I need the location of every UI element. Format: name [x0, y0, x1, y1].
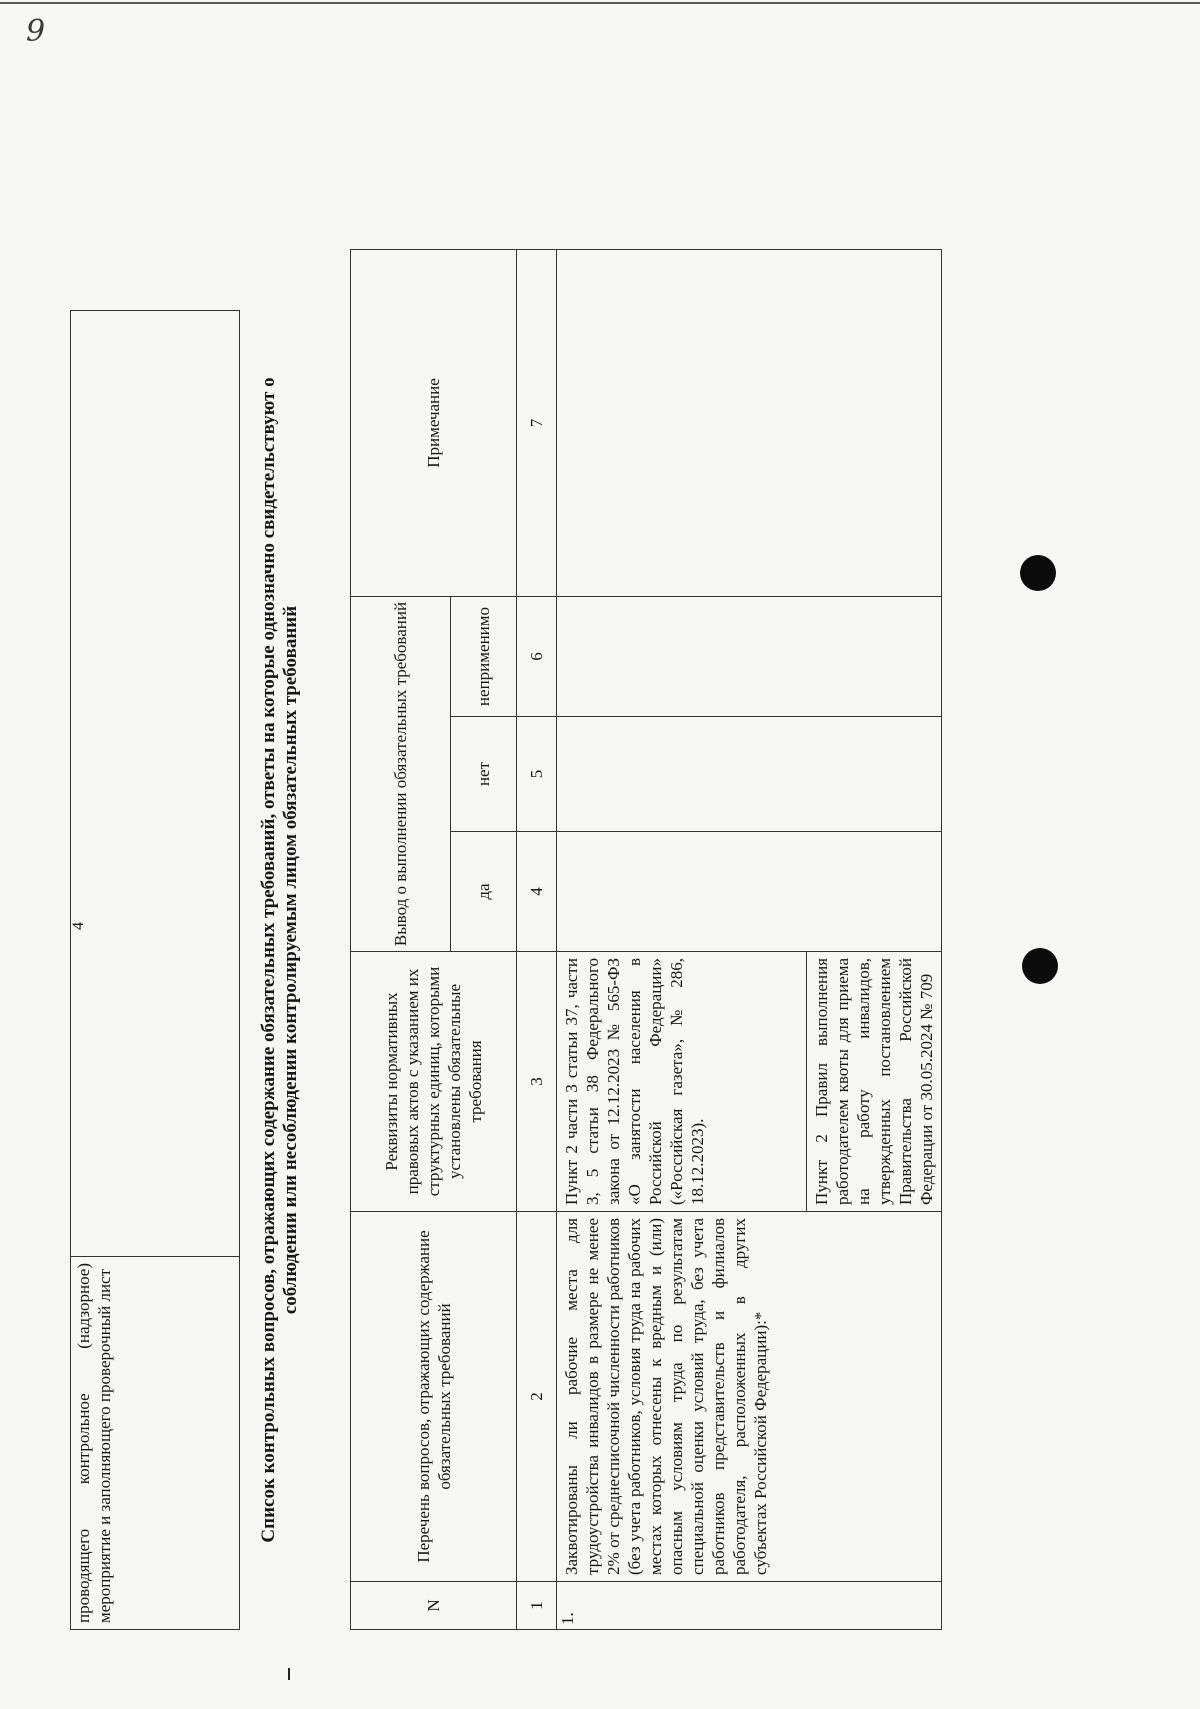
answer-na-cell[interactable]: [557, 597, 942, 717]
header-questions: Перечень вопросов, отражающих содержание обязательных требований: [351, 1212, 517, 1582]
column-number: 7: [517, 250, 557, 597]
checklist-heading: Список контрольных вопросов, отражающих содержание обязательных требований, ответы на которые однозначно свидетельствуют о соблюдении или несоблюдении контролируемым лицом обязательных требований: [258, 377, 301, 1543]
column-number: 6: [517, 597, 557, 717]
table-row: [557, 250, 807, 1630]
inspector-header-table: [70, 310, 240, 1630]
question-text: Заквотированы ли рабочие места для трудоустройства инвалидов в размере не менее 2% от среднесписочной численности работников (без учета работников, условия труда на рабочих местах которых отнесены к вредным и (или) опасным условиям труда по результатам специальной оценки условий труда, без учета работников представительств и филиалов работодателя, расположенных в других субъектах Российской Федерации):*: [557, 1212, 942, 1582]
inspector-label: проводящего контрольное (надзорное) мероприятие и заполняющего проверочный лист: [71, 1257, 240, 1630]
handwritten-page-mark: 9: [26, 14, 46, 49]
requisite-law: Пункт 2 части 3 статьи 37, части 3, 5 статьи 38 Федерального закона от 12.12.2023 № 565-ФЗ «О занятости населения в Российской Федерации» («Российская газета», № 286, 18.12.2023).: [557, 952, 807, 1212]
answer-no-cell[interactable]: [557, 717, 942, 832]
answer-yes-cell[interactable]: [557, 832, 942, 952]
note-cell[interactable]: [557, 250, 942, 597]
header-yes: да: [451, 832, 517, 952]
row-number: 1.: [557, 1582, 942, 1630]
scan-mark: [288, 1668, 290, 1680]
header-n: N: [351, 1582, 517, 1630]
column-number: 5: [517, 717, 557, 832]
punch-hole-bottom: [1022, 948, 1058, 984]
column-number: 4: [517, 832, 557, 952]
punch-hole-top: [1020, 555, 1056, 591]
header-requisites: Реквизиты нормативных правовых актов с указанием их структурных единиц, которыми установлены обязательные требования: [351, 952, 517, 1212]
header-conclusion: Вывод о выполнении обязательных требований: [351, 597, 451, 952]
header-note: Примечание: [351, 250, 517, 597]
rotated-document-page: [70, 250, 936, 1630]
column-number: 3: [517, 952, 557, 1212]
page-number: 4: [70, 922, 87, 930]
header-na: неприменимо: [451, 597, 517, 717]
scan-edge-line: [0, 2, 1200, 4]
header-no: нет: [451, 717, 517, 832]
column-number: 1: [517, 1582, 557, 1630]
checklist-table: [350, 249, 942, 1630]
inspector-value-cell: [71, 311, 240, 1257]
column-number: 2: [517, 1212, 557, 1582]
requisite-rules: Пункт 2 Правил выполнения работодателем квоты для приема на работу инвалидов, утвержденных постановлением Правительства Российской Федерации от 30.05.2024 № 709: [807, 952, 942, 1212]
